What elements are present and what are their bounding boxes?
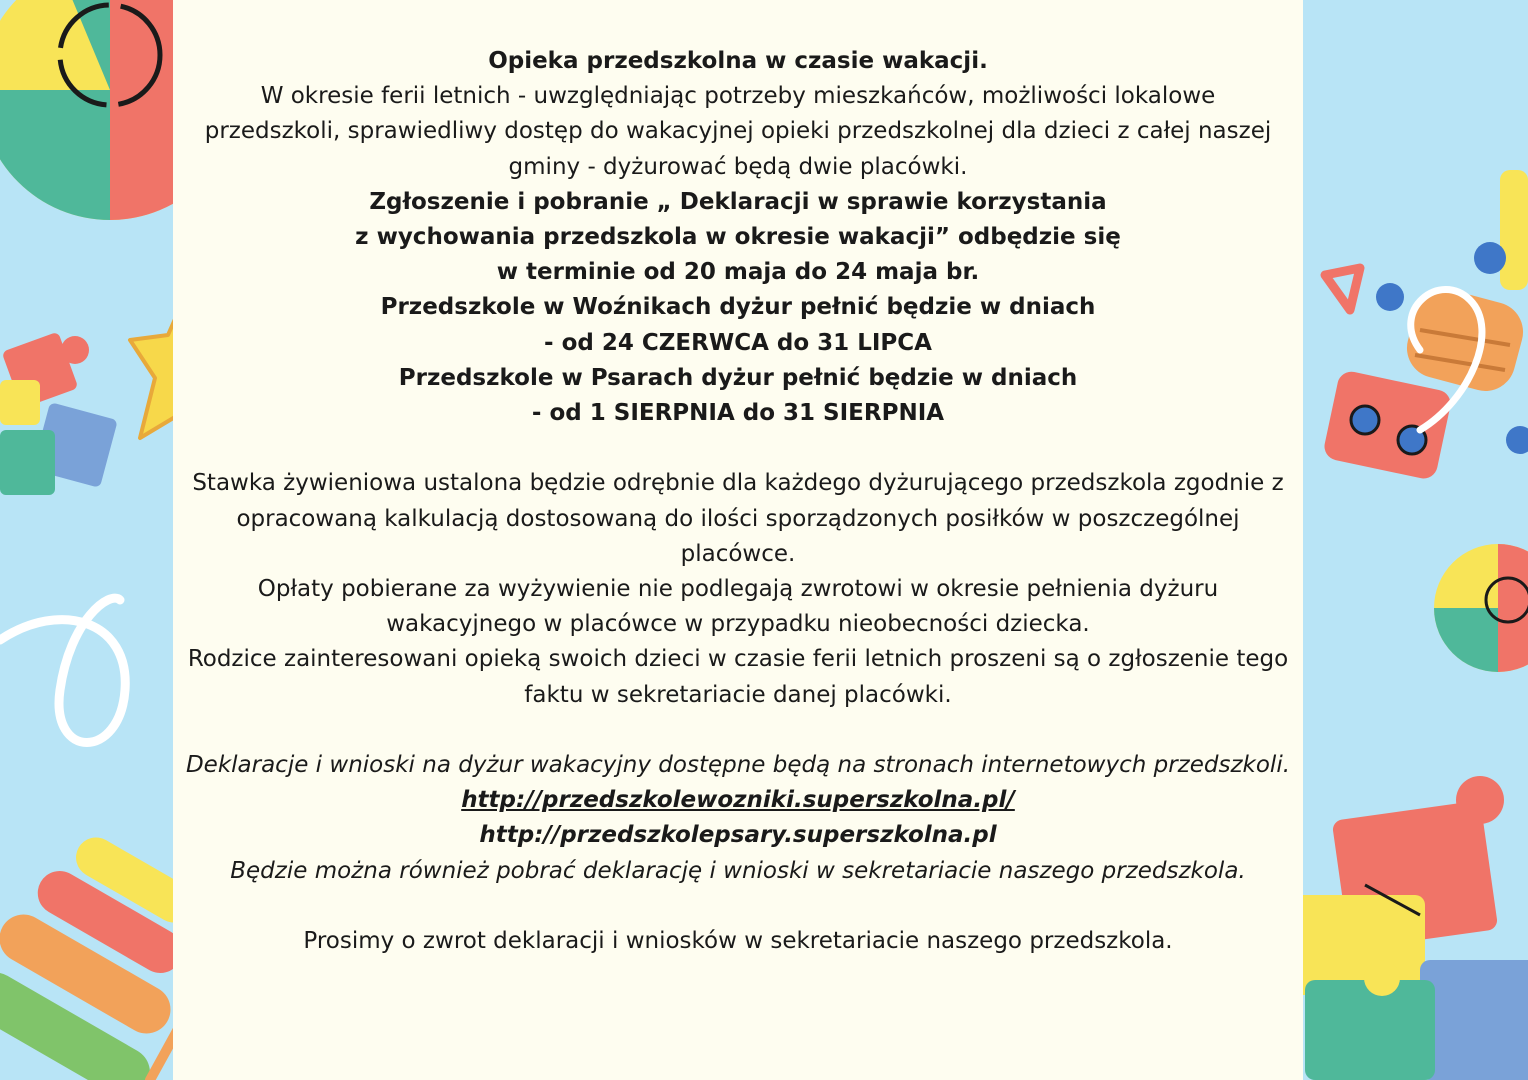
info-line: Opłaty pobierane za wyżywienie nie podlegają zwrotowi w okresie pełnienia dyżuru [257, 576, 1219, 603]
intro-line: przedszkoli, sprawiedliwy dostęp do wakacyjnej opieki przedszkolnej dla dzieci z całej naszej [204, 118, 1272, 145]
notice-title: Opieka przedszkolna w czasie wakacji. [488, 48, 988, 74]
info-line: opracowaną kalkulacją dostosowaną do ilości sporządzonych posiłków w poszczególnej [236, 505, 1240, 532]
psary-duty-dates: - od 1 SIERPNIA do 31 SIERPNIA [531, 400, 945, 427]
closing-line: Prosimy o zwrot deklaracji i wniosków w sekretariacie naszego przedszkola. [303, 928, 1173, 955]
registration-dates: w terminie od 20 maja do 24 maja br. [496, 259, 980, 286]
robot-toy-icon [1322, 170, 1528, 481]
registration-line: z wychowania przedszkola w okresie wakacji” odbędzie się [355, 224, 1121, 251]
small-beach-ball-icon [1434, 544, 1528, 672]
intro-line: W okresie ferii letnich - uwzględniając potrzeby mieszkańców, możliwości lokalowe [260, 83, 1216, 110]
link-psary[interactable]: http://przedszkolepsary.superszkolna.pl [479, 822, 997, 849]
info-line: placówce. [680, 540, 796, 567]
wozniki-duty-line: Przedszkole w Woźnikach dyżur pełnić będzie w dniach [380, 294, 1096, 321]
puzzle-pieces-right-icon [1285, 776, 1528, 1080]
notice-content [178, 44, 1298, 959]
registration-line: Zgłoszenie i pobranie „ Deklaracji w sprawie korzystania [369, 188, 1107, 215]
secretariat-note: Będzie można również pobrać deklarację i wnioski w sekretariacie naszego przedszkola. [230, 857, 1246, 884]
info-line: faktu w sekretariacie danej placówki. [524, 681, 952, 708]
wozniki-duty-dates: - od 24 CZERWCA do 31 LIPCA [544, 329, 932, 356]
white-loop-decoration [0, 598, 125, 742]
psary-duty-line: Przedszkole w Psarach dyżur pełnić będzie w dniach [398, 364, 1078, 391]
info-line: Rodzice zainteresowani opieką swoich dzieci w czasie ferii letnich proszeni są o zgłoszenie tego [187, 646, 1289, 673]
intro-line: gminy - dyżurować będą dwie placówki. [508, 153, 968, 180]
link-wozniki[interactable]: http://przedszkolewozniki.superszkolna.pl/ [461, 787, 1015, 814]
puzzle-pieces-left-icon [0, 332, 118, 495]
info-line: wakacyjnego w placówce w przypadku nieobecności dziecka. [386, 611, 1090, 638]
info-line: Stawka żywieniowa ustalona będzie odrębnie dla każdego dyżurującego przedszkola zgodnie z [192, 470, 1284, 497]
declarations-note: Deklaracje i wnioski na dyżur wakacyjny dostępne będą na stronach internetowych przedszkoli. [185, 752, 1291, 779]
